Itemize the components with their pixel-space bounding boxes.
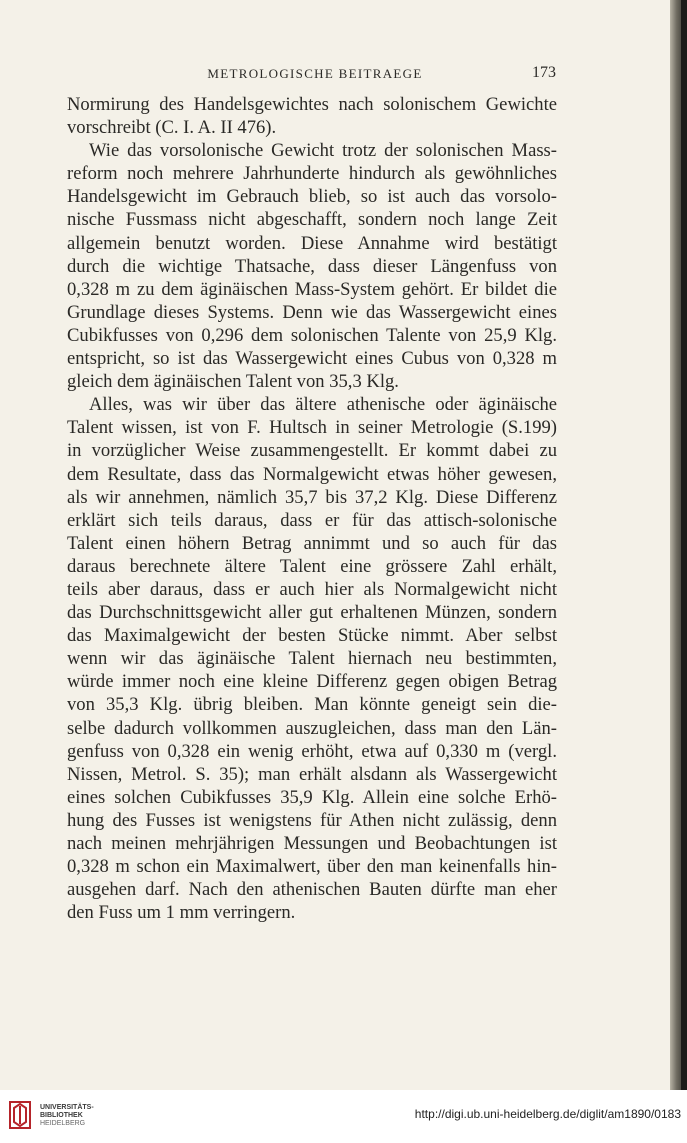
text-line: erklärt sich teils daraus, dass er für das attisch-solonische	[67, 509, 557, 531]
text-line: Talent einen höhern Betrag annimmt und so auch für das	[67, 532, 557, 554]
text-line: allgemein benutzt worden. Diese Annahme wird bestätigt	[67, 232, 557, 254]
text-line: durch die wichtige Thatsache, dass dieser Längenfuss von	[67, 255, 557, 277]
text-line: würde immer noch eine kleine Differenz gegen obigen Betrag	[67, 671, 557, 693]
text-line: das Maximalgewicht der besten Stücke nimmt. Aber selbst	[67, 625, 557, 647]
source-url-link[interactable]: http://digi.ub.uni-heidelberg.de/diglit/am1890/0183	[414, 1107, 681, 1121]
text-line: von 35,3 Klg. übrig bleiben. Man könnte geneigt sein die-	[67, 694, 557, 716]
text-line: Nissen, Metrol. S. 35); man erhält alsdann als Wassergewicht	[67, 763, 557, 785]
text-line: Alles, was wir über das ältere athenische oder äginäische	[89, 394, 557, 416]
page-number: 173	[532, 64, 556, 81]
body-text	[67, 93, 557, 924]
text-line: ausgehen darf. Nach den athenischen Bauten dürfte man eher	[67, 879, 557, 901]
library-name-line: UNIVERSITÄTS-	[40, 1104, 94, 1111]
text-line: Talent wissen, ist von F. Hultsch in seiner Metrologie (S.199)	[67, 417, 557, 439]
text-line: hung des Fusses ist wenigstens für Athen nicht zulässig, denn	[67, 809, 557, 831]
text-line: den Fuss um 1 mm verringern.	[67, 902, 296, 924]
text-line: eines solchen Cubikfusses 35,9 Klg. Allein eine solche Erhö-	[67, 786, 557, 808]
text-line: selbe dadurch vollkommen auszugleichen, dass man den Län-	[67, 717, 557, 739]
text-line: Normirung des Handelsgewichtes nach solonischem Gewichte	[67, 94, 557, 115]
text-line: nach meinen mehrjährigen Messungen und Beobachtungen ist	[67, 833, 557, 854]
running-head	[74, 66, 556, 86]
text-line: entspricht, so ist das Wassergewicht eines Cubus von 0,328 m	[67, 348, 557, 370]
heidelberg-library-logo-icon[interactable]	[8, 1100, 32, 1130]
text-line: 0,328 m zu dem äginäischen Mass-System gehört. Er bildet die	[67, 278, 557, 300]
text-line: teils aber daraus, dass er auch hier als Normalgewicht nicht	[67, 578, 557, 600]
text-line: in vorzüglicher Weise zusammengestellt. Er kommt dabei zu	[67, 440, 557, 462]
text-line: Grundlage dieses Systems. Denn wie das Wassergewicht eines	[67, 301, 557, 323]
text-line: dem Resultate, dass das Normalgewicht etwas höher gewesen,	[67, 463, 557, 485]
library-name-line: HEIDELBERG	[40, 1120, 86, 1127]
library-name-line: BIBLIOTHEK	[40, 1112, 83, 1119]
text-line: wenn wir das äginäische Talent hiernach neu bestimmten,	[67, 648, 557, 670]
text-line: Handelsgewicht im Gebrauch blieb, so ist auch das vorsolo-	[67, 186, 557, 208]
text-line: gleich dem äginäischen Talent von 35,3 Klg.	[67, 371, 399, 393]
text-line: Cubikfusses von 0,296 dem solonischen Talente von 25,9 Klg.	[67, 324, 557, 346]
text-line: genfuss von 0,328 ein wenig erhöht, etwa auf 0,330 m (vergl.	[67, 740, 557, 762]
digitization-footer	[0, 1090, 687, 1143]
library-name	[40, 1104, 94, 1128]
text-line: daraus berechnete ältere Talent eine grössere Zahl erhält,	[67, 555, 557, 577]
text-line: reform noch mehrere Jahrhunderte hindurch als gewöhnliches	[67, 163, 557, 185]
text-line: Wie das vorsolonische Gewicht trotz der solonischen Mass-	[89, 140, 557, 162]
text-line: vorschreibt (C. I. A. II 476).	[67, 117, 277, 139]
scan-border	[681, 0, 687, 1090]
text-line: 0,328 m schon ein Maximalwert, über den man keinenfalls hin-	[67, 856, 557, 878]
text-line: nische Fussmass nicht abgeschafft, sondern noch lange Zeit	[67, 209, 557, 231]
text-line: das Durchschnittsgewicht aller gut erhaltenen Münzen, sondern	[67, 602, 557, 624]
text-line: als wir annehmen, nämlich 35,7 bis 37,2 Klg. Diese Differenz	[67, 486, 557, 508]
running-head-title: METROLOGISCHE BEITRAEGE	[207, 66, 423, 81]
